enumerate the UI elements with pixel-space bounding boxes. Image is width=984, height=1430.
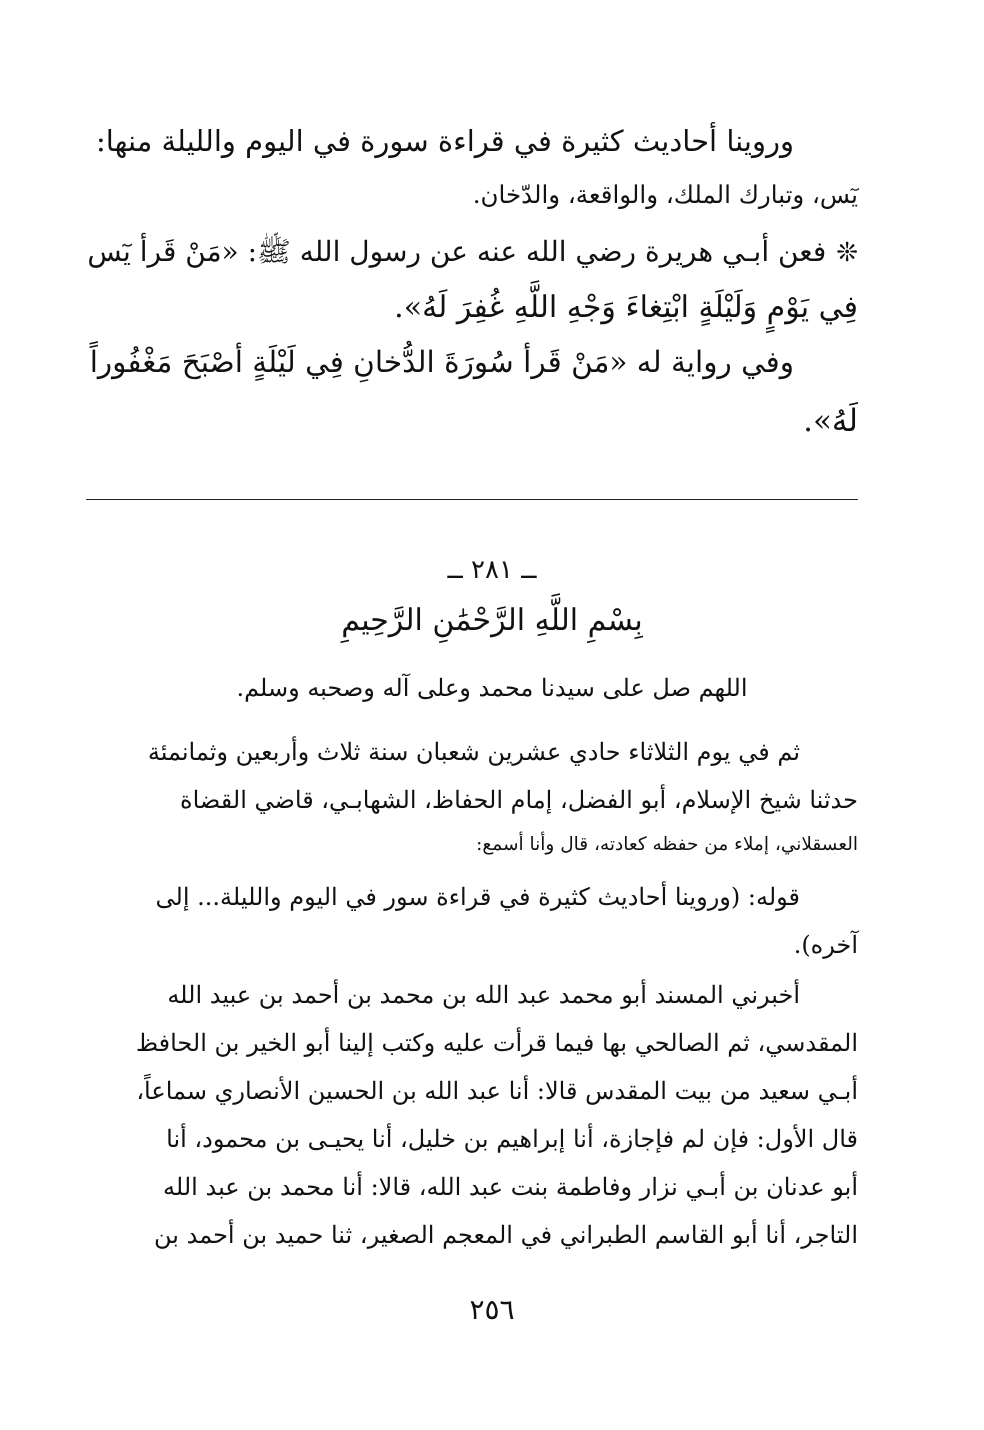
top-text-line-1: وروينا أحاديث كثيرة في قراءة سورة في اليوم والليلة منها: — [96, 124, 794, 158]
top-text-line-4: فِي يَوْمٍ وَلَيْلَةٍ ابْتِغاءَ وَجْهِ اللَّهِ غُفِرَ لَهُ». — [394, 290, 858, 325]
page-number: ٢٥٦ — [469, 1293, 515, 1326]
top-text-line-5: وفي رواية له «مَنْ قَرأ سُورَةَ الدُّخانِ فِي لَيْلَةٍ أصْبَحَ مَغْفُوراً — [89, 345, 794, 379]
commentary-line-7: المقدسي، ثم الصالحي بها فيما قرأت عليه وكتب إلينا أبو الخير بن الحافظ — [135, 1029, 858, 1057]
commentary-line-9: قال الأول: فإن لم فإجازة، أنا إبراهيم بن خليل، أنا يحيـى بن محمود، أنا — [166, 1125, 858, 1153]
commentary-line-6: أخبرني المسند أبو محمد عبد الله بن محمد بن أحمد بن عبيد الله — [167, 981, 800, 1009]
commentary-line-10: أبو عدنان بن أبـي نزار وفاطمة بنت عبد الله، قالا: أنا محمد بن عبد الله — [163, 1173, 858, 1201]
top-text-line-2: يٓس، وتبارك الملك، والواقعة، والدّخان. — [472, 180, 858, 209]
top-text-line-3 — [86, 235, 858, 275]
commentary-line-2: حدثنا شيخ الإسلام، أبو الفضل، إمام الحفاظ، الشهابـي، قاضي القضاة — [180, 786, 858, 814]
asterisk-icon: ❊ — [836, 238, 858, 268]
commentary-line-8: أبـي سعيد من بيت المقدس قالا: أنا عبد الله بن الحسين الأنصاري سماعاً، — [136, 1077, 858, 1105]
commentary-line-3: العسقلاني، إملاء من حفظه كعادته، قال وأنا أسمع: — [476, 834, 858, 855]
section-number: ــ ٢٨١ ــ — [447, 555, 537, 585]
commentary-line-1: ثم في يوم الثلاثاء حادي عشرين شعبان سنة ثلاث وأربعين وثمانمئة — [147, 738, 800, 766]
basmala: بِسْمِ اللَّهِ الرَّحْمَٰنِ الرَّحِيمِ — [341, 603, 643, 638]
top-text-line-3-content: فعن أبـي هريرة رضي الله عنه عن رسول الله ﷺ: «مَنْ قَرأ يٓس — [87, 235, 827, 268]
commentary-line-4: قوله: (وروينا أحاديث كثيرة في قراءة سور في اليوم والليلة... إلى — [155, 883, 800, 911]
section-divider — [86, 499, 858, 500]
salawat-line: اللهم صل على سيدنا محمد وعلى آله وصحبه وسلم. — [236, 674, 748, 702]
top-text-line-6: لَهُ». — [803, 403, 858, 439]
commentary-line-5: آخره). — [793, 931, 858, 959]
commentary-line-11: التاجر، أنا أبو القاسم الطبراني في المعجم الصغير، ثنا حميد بن أحمد بن — [154, 1221, 858, 1249]
